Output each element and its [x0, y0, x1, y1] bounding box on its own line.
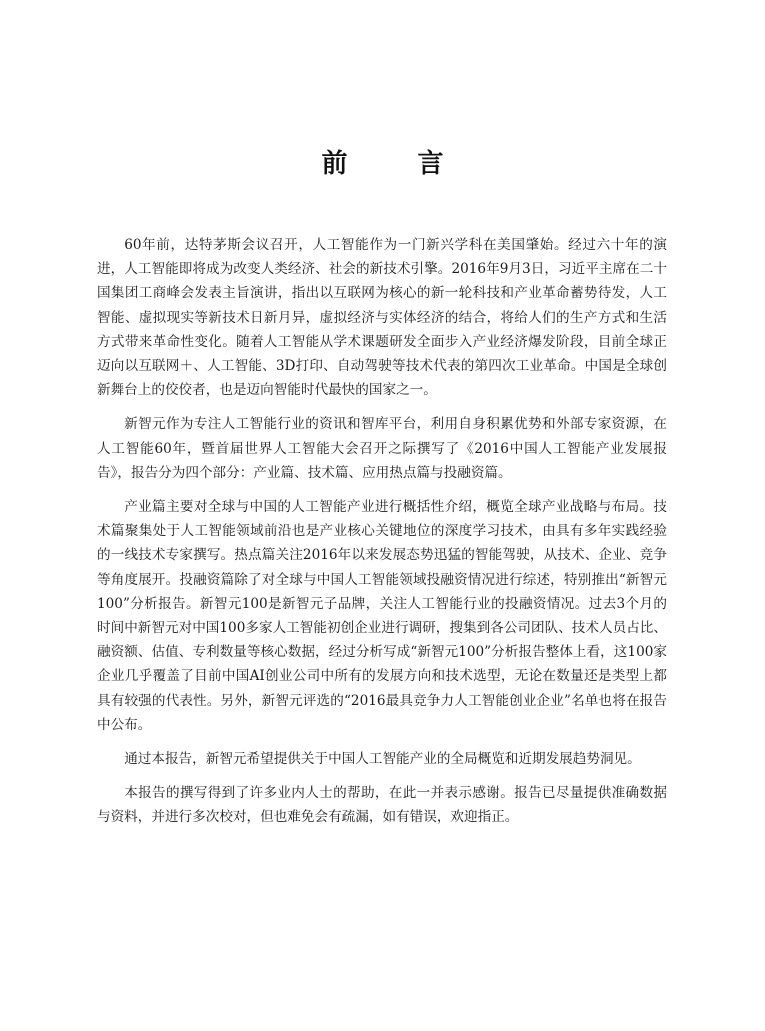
- preface-body: [97, 233, 667, 840]
- paragraph-report-goal: 通过本报告，新智元希望提供关于中国人工智能产业的全局概览和近期发展趋势洞见。: [124, 751, 641, 768]
- paragraph-history: 60年前，达特茅斯会议召开，人工智能作为一门新兴学科在美国肇始。经过六十年的演进，人工智能即将成为改变人类经济、社会的新技术引擎。2016年9月3日，习近平主席在二十国集团工商峰会发表主旨演讲，指出以互联网为核心的新一轮科技和产业革命蓄势待发，人工智能、虚拟现实等新技术日新月异，虚拟经济与实体经济的结合，将给人们的生产方式和生活方式带来革命性变化。随着人工智能从学术课题研发全面步入产业经济爆发阶段，目前全球正迈向以互联网＋、人工智能、3D打印、自动驾驶等技术代表的第四次工业革命。中国是全球创新舞台上的佼佼者，也是迈向智能时代最快的国家之一。: [97, 237, 667, 399]
- paragraph-report-intro: 新智元作为专注人工智能行业的资讯和智库平台，利用自身积累优势和外部专家资源，在人工智能60年，暨首届世界人工智能大会召开之际撰写了《2016中国人工智能产业发展报告》，报告分为四个部分：产业篇、技术篇、应用热点篇与投融资篇。: [97, 416, 667, 481]
- paragraph-report-sections: 产业篇主要对全球与中国的人工智能产业进行概括性介绍，概览全球产业战略与布局。技术篇聚集处于人工智能领域前沿也是产业核心关键地位的深度学习技术，由具有多年实践经验的一线技术专家撰写。热点篇关注2016年以来发展态势迅猛的智能驾驶，从技术、企业、竞争等角度展开。投融资篇除了对全球与中国人工智能领域投融资情况进行综述，特别推出“新智元100”分析报告。新智元100是新智元子品牌，关注人工智能行业的投融资情况。过去3个月的时间中新智元对中国100多家人工智能初创企业进行调研，搜集到各公司团队、技术人员占比、融资额、估值、专利数量等核心数据，经过分析写成“新智元100”分析报告整体上看，这100家企业几乎覆盖了目前中国AI创业公司中所有的发展方向和技术选型，无论在数量还是类型上都具有较强的代表性。另外，新智元评选的“2016最具竞争力人工智能创业企业”名单也将在报告中公布。: [97, 499, 667, 733]
- paragraph-acknowledgement: 本报告的撰写得到了许多业内人士的帮助，在此一并表示感谢。报告已尽量提供准确数据与资料，并进行多次校对，但也难免会有疏漏，如有错误，欢迎指正。: [97, 785, 667, 826]
- page-title: 前 言: [321, 149, 466, 179]
